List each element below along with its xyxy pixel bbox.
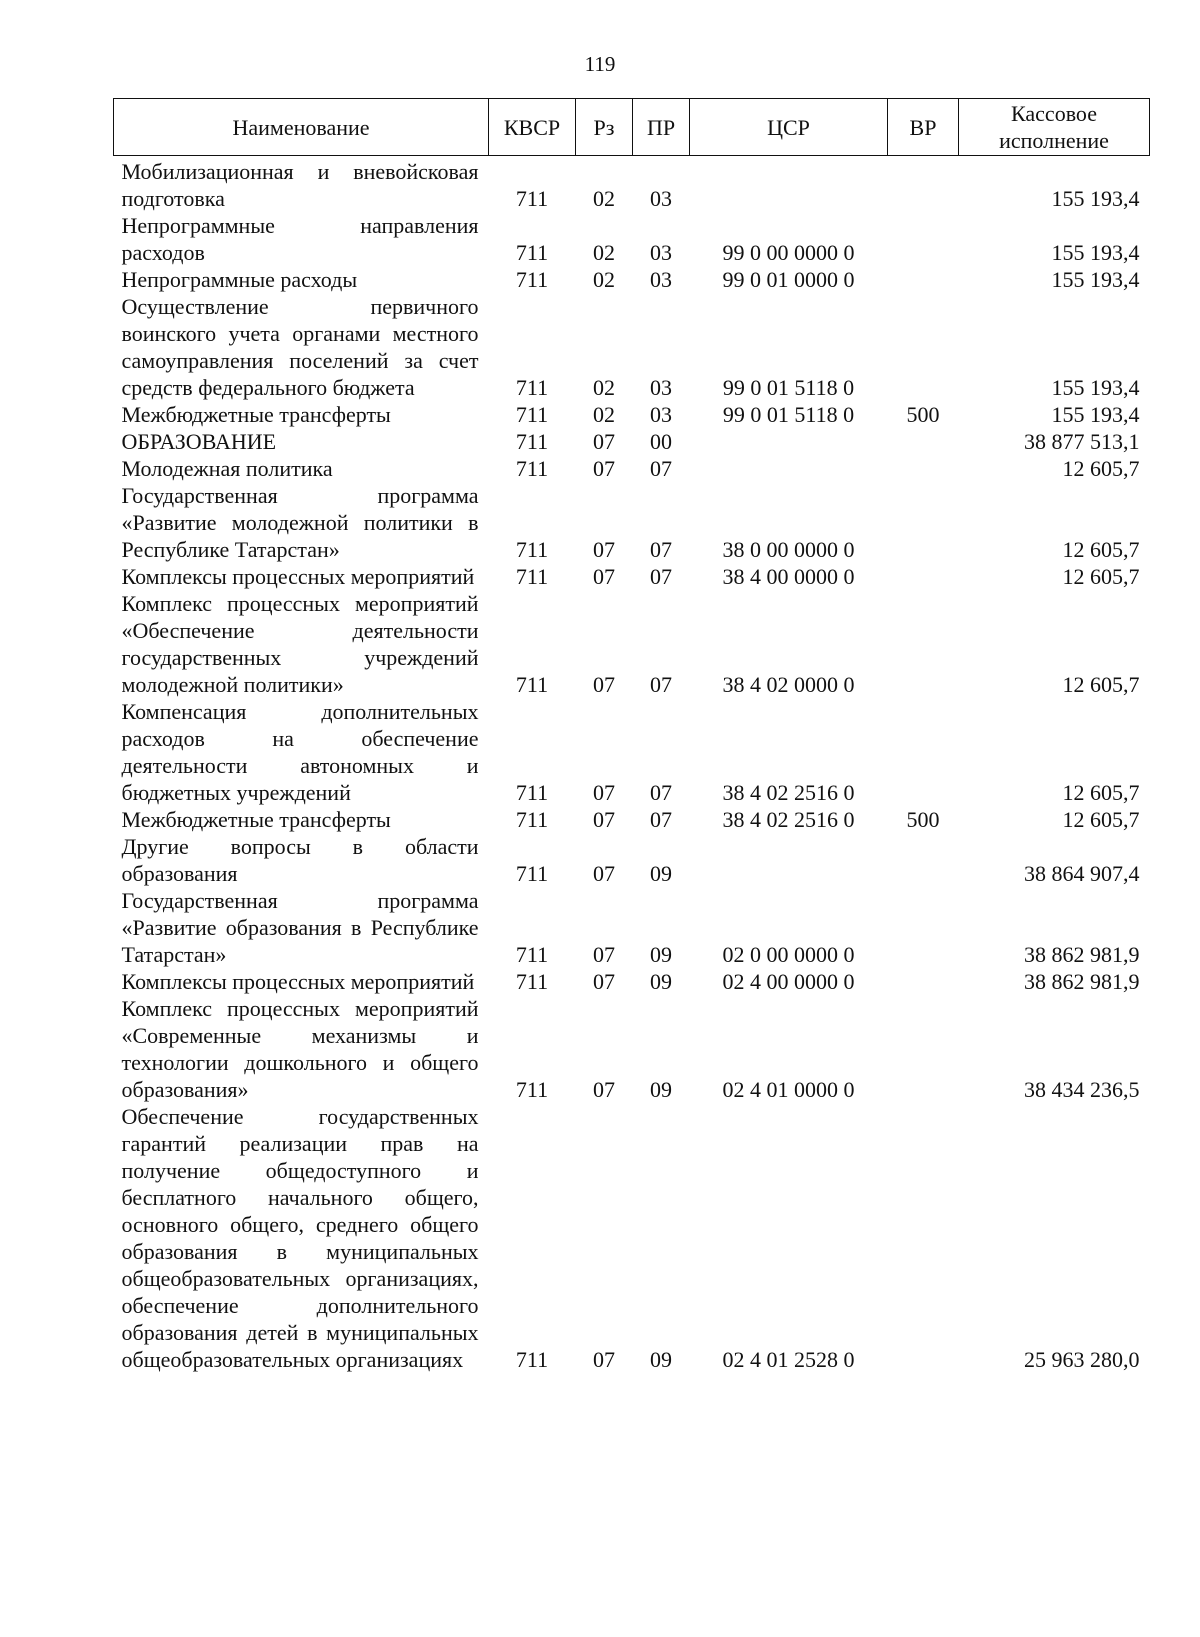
table-row	[114, 455, 1150, 482]
cell-csr: 02 0 00 0000 0	[722, 942, 855, 967]
cell-name: Комплекс процессных мероприятий «Современные механизмы и технологии дошкольного и общего образования»	[121, 996, 479, 1102]
cell-rz: 07	[593, 807, 615, 832]
cell-csr: 99 0 01 5118 0	[722, 402, 855, 427]
cell-vr	[888, 266, 959, 293]
cell-amount: 155 193,4	[1051, 375, 1140, 400]
cell-kvsr: 711	[515, 456, 549, 481]
table-row	[114, 293, 1150, 401]
cell-name: Компенсация дополнительных расходов на обеспечение деятельности автономных и бюджетных учреждений	[121, 699, 479, 805]
cell-vr: 500	[906, 402, 940, 427]
cell-rz: 02	[593, 375, 615, 400]
cell-vr	[888, 428, 959, 455]
cell-kvsr: 711	[515, 780, 549, 805]
cell-pr: 07	[650, 780, 672, 805]
cell-rz: 07	[593, 780, 615, 805]
cell-csr: 02 4 01 2528 0	[722, 1347, 855, 1372]
table-row	[114, 212, 1150, 266]
cell-pr: 07	[650, 807, 672, 832]
cell-name: Мобилизационная и вневойсковая подготовка	[121, 159, 479, 211]
cell-pr: 03	[650, 186, 672, 211]
cell-name: Молодежная политика	[121, 456, 333, 481]
cell-amount: 12 605,7	[1062, 672, 1140, 697]
table-row	[114, 590, 1150, 698]
cell-pr: 03	[650, 402, 672, 427]
cell-name: Государственная программа «Развитие образования в Республике Татарстан»	[121, 888, 479, 967]
header-rz: Рз	[576, 99, 633, 156]
header-amount: Кассовое исполнение	[959, 99, 1150, 156]
cell-name: Межбюджетные трансферты	[121, 402, 391, 427]
header-csr: ЦСР	[690, 99, 888, 156]
cell-rz: 02	[593, 240, 615, 265]
cell-amount: 38 877 513,1	[1024, 429, 1140, 454]
cell-vr	[888, 698, 959, 806]
cell-csr	[690, 833, 888, 887]
cell-vr	[888, 887, 959, 968]
cell-rz: 02	[593, 402, 615, 427]
cell-vr	[888, 563, 959, 590]
table-row	[114, 887, 1150, 968]
cell-name: Другие вопросы в области образования	[121, 834, 479, 886]
cell-amount: 12 605,7	[1062, 564, 1140, 589]
table-header	[114, 99, 1150, 156]
cell-name: Комплекс процессных мероприятий «Обеспечение деятельности государственных учреждений молодежной политики»	[121, 591, 479, 697]
table-row	[114, 1103, 1150, 1373]
header-pr: ПР	[633, 99, 690, 156]
cell-kvsr: 711	[515, 672, 549, 697]
budget-execution-table	[113, 98, 1150, 1373]
cell-kvsr: 711	[515, 807, 549, 832]
cell-pr: 03	[650, 240, 672, 265]
cell-amount: 12 605,7	[1062, 807, 1140, 832]
cell-csr: 99 0 01 0000 0	[722, 267, 855, 292]
cell-pr: 09	[650, 861, 672, 886]
cell-kvsr: 711	[515, 564, 549, 589]
table-row	[114, 401, 1150, 428]
cell-vr	[888, 968, 959, 995]
cell-name: Непрограммные направления расходов	[121, 213, 479, 265]
cell-vr	[888, 212, 959, 266]
cell-name: Комплексы процессных мероприятий	[121, 564, 475, 589]
cell-vr	[888, 455, 959, 482]
cell-rz: 07	[593, 564, 615, 589]
cell-pr: 09	[650, 969, 672, 994]
cell-vr	[888, 1103, 959, 1373]
cell-name: Комплексы процессных мероприятий	[121, 969, 475, 994]
table-row	[114, 698, 1150, 806]
cell-rz: 07	[593, 969, 615, 994]
table-row	[114, 563, 1150, 590]
table-row	[114, 156, 1150, 213]
cell-vr	[888, 833, 959, 887]
cell-amount: 155 193,4	[1051, 402, 1140, 427]
cell-name: Обеспечение государственных гарантий реализации прав на получение общедоступного и бесплатного начального общего, основного общего, среднего общего образования в муниципальных общеобразовательных организациях, обеспечение дополнительного образования детей в муниципальных общеобразовательных организациях	[121, 1104, 479, 1372]
cell-csr: 38 0 00 0000 0	[722, 537, 855, 562]
cell-csr: 02 4 01 0000 0	[722, 1077, 855, 1102]
cell-kvsr: 711	[515, 240, 549, 265]
cell-csr: 38 4 00 0000 0	[722, 564, 855, 589]
cell-kvsr: 711	[515, 861, 549, 886]
cell-vr	[888, 482, 959, 563]
cell-amount: 38 862 981,9	[1024, 942, 1140, 967]
cell-kvsr: 711	[515, 1347, 549, 1372]
cell-csr: 38 4 02 2516 0	[722, 780, 855, 805]
cell-csr: 02 4 00 0000 0	[722, 969, 855, 994]
header-kvsr: КВСР	[489, 99, 576, 156]
cell-pr: 09	[650, 1347, 672, 1372]
cell-kvsr: 711	[515, 537, 549, 562]
cell-pr: 09	[650, 1077, 672, 1102]
cell-amount: 38 862 981,9	[1024, 969, 1140, 994]
cell-rz: 07	[593, 942, 615, 967]
cell-amount: 25 963 280,0	[1024, 1347, 1140, 1372]
cell-rz: 07	[593, 537, 615, 562]
cell-rz: 07	[593, 1347, 615, 1372]
table-body	[114, 156, 1150, 1374]
header-vr: ВР	[888, 99, 959, 156]
cell-rz: 07	[593, 429, 615, 454]
cell-csr: 38 4 02 0000 0	[722, 672, 855, 697]
cell-vr	[888, 293, 959, 401]
cell-pr: 03	[650, 375, 672, 400]
cell-kvsr: 711	[515, 186, 549, 211]
cell-rz: 02	[593, 267, 615, 292]
cell-pr: 07	[650, 564, 672, 589]
cell-vr: 500	[906, 807, 940, 832]
cell-csr: 99 0 01 5118 0	[722, 375, 855, 400]
cell-name: Непрограммные расходы	[121, 267, 358, 292]
cell-csr: 38 4 02 2516 0	[722, 807, 855, 832]
cell-kvsr: 711	[515, 1077, 549, 1102]
cell-csr	[690, 428, 888, 455]
cell-amount: 38 864 907,4	[1024, 861, 1140, 886]
table-row	[114, 995, 1150, 1103]
cell-pr: 00	[650, 429, 672, 454]
table-row	[114, 833, 1150, 887]
cell-name: ОБРАЗОВАНИЕ	[121, 429, 277, 454]
cell-name: Осуществление первичного воинского учета органами местного самоуправления поселений за счет средств федерального бюджета	[121, 294, 479, 400]
cell-vr	[888, 590, 959, 698]
cell-rz: 07	[593, 1077, 615, 1102]
cell-name: Государственная программа «Развитие молодежной политики в Республике Татарстан»	[121, 483, 479, 562]
cell-csr	[690, 156, 888, 213]
cell-kvsr: 711	[515, 969, 549, 994]
cell-kvsr: 711	[515, 267, 549, 292]
cell-amount: 155 193,4	[1051, 267, 1140, 292]
table-row	[114, 428, 1150, 455]
cell-pr: 03	[650, 267, 672, 292]
cell-kvsr: 711	[515, 375, 549, 400]
cell-amount: 155 193,4	[1051, 240, 1140, 265]
table-row	[114, 266, 1150, 293]
cell-name: Межбюджетные трансферты	[121, 807, 391, 832]
cell-rz: 07	[593, 456, 615, 481]
cell-rz: 07	[593, 672, 615, 697]
cell-amount: 12 605,7	[1062, 780, 1140, 805]
cell-kvsr: 711	[515, 402, 549, 427]
cell-pr: 07	[650, 672, 672, 697]
cell-pr: 07	[650, 537, 672, 562]
cell-csr	[690, 455, 888, 482]
cell-amount: 12 605,7	[1062, 537, 1140, 562]
header-name: Наименование	[114, 99, 489, 156]
cell-pr: 07	[650, 456, 672, 481]
table-row	[114, 806, 1150, 833]
cell-vr	[888, 156, 959, 213]
cell-vr	[888, 995, 959, 1103]
page-number: 119	[584, 52, 616, 76]
cell-rz: 07	[593, 861, 615, 886]
cell-amount: 12 605,7	[1062, 456, 1140, 481]
cell-kvsr: 711	[515, 942, 549, 967]
cell-amount: 38 434 236,5	[1024, 1077, 1140, 1102]
cell-kvsr: 711	[515, 429, 549, 454]
table-row	[114, 482, 1150, 563]
cell-rz: 02	[593, 186, 615, 211]
cell-csr: 99 0 00 0000 0	[722, 240, 855, 265]
cell-amount: 155 193,4	[1051, 186, 1140, 211]
table-row	[114, 968, 1150, 995]
cell-pr: 09	[650, 942, 672, 967]
